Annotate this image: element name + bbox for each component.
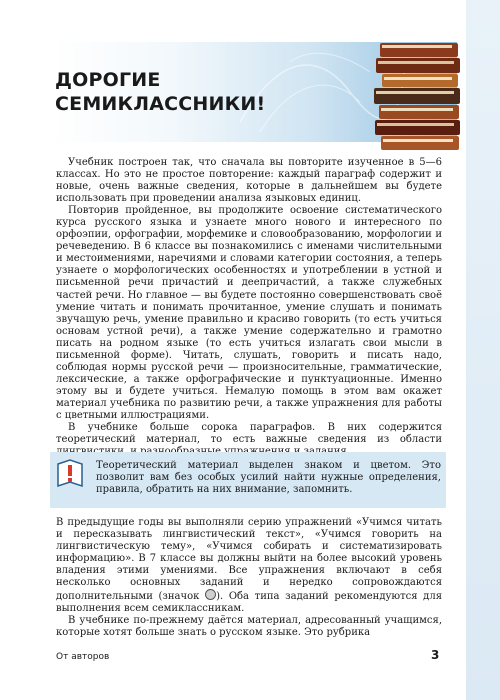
paragraph-4-end: ). Оба типа заданий рекомендуются для выполнения всем семиклассникам. (56, 591, 443, 615)
books-stack-icon (372, 35, 462, 153)
exercises-text (56, 517, 442, 639)
page-number: 3 (431, 648, 440, 662)
paragraph-4 (56, 517, 442, 615)
paragraph-2: Повторив пройденное, вы продолжите освоение систематического курса русского языка и узнаете много нового и интересного по орфоэпии, орфографии, морфемике и словообразованию, морфологии и речеведению. В 6 классе вы познакомились с именами числительными и местоимениями, наречиями и словами категории состояния, а теперь узнаете о морфологических особенностях и употреблении в устной и письменной речи причастий и деепричастий, а также служебных частей речи. Но главное — вы будете постоянно совершенствовать своё умение читать и понимать прочитанное, умение слушать и понимать звучащую речь, умение правильно и красиво говорить (то есть учиться основам устной речи), а также умение содержательно и грамотно писать на родном языке (то есть учиться излагать свои мысли в письменной форме). Читать, слушать, говорить и писать надо, соблюдая нормы русской речи — произносительные, грамматические, лексические, а также орфографические и пунктуационные. Именно этому вы и будете учиться. Немалую помощь в этом вам окажет материал учебника по развитию речи, а также упражнения для работы с цветными иллюстрациями. (56, 205, 442, 421)
footer-section-label: От авторов (56, 652, 110, 662)
title-line-2: СЕМИКЛАССНИКИ! (55, 93, 266, 115)
paragraph-3: В учебнике больше сорока параграфов. В них содержится теоретический материал, то есть важные сведения из области (56, 422, 442, 446)
intro-text (56, 157, 442, 458)
additional-task-icon (205, 589, 216, 600)
notice-text: Теоретический материал выделен знаком и цветом. Это позволит вам без особых усилий найти нужные определения, правила, обратить на них внимание, запомнить. (96, 460, 441, 496)
page-edge-strip (466, 0, 500, 700)
paragraph-1: Учебник построен так, что сначала вы повторите изученное в 5—6 классах. Но это не простое повторение: каждый параграф содержит и новые, очень важные сведения, которые в дальнейшем вы будете использовать при проведении анализа языковых единиц. (56, 157, 442, 205)
paragraph-5: В учебнике по-прежнему даётся материал, адресованный учащимся, которые хотят больше знать о русском языке. Это рубрика (56, 615, 442, 639)
exclamation-book-icon (56, 458, 84, 488)
title-line-1: ДОРОГИЕ (55, 69, 161, 91)
page-title (55, 68, 265, 116)
paragraph-4-start: В предыдущие годы вы выполняли серию упражнений «Учимся читать и пересказывать лингвистический текст», «Учимся говорить на лингвистическую тему», «Учимся собирать и систематизировать информацию». В 7 классе вы должны выйти на более высокий уровень владения этими умениями. Все упражнения включают в себя несколько основных заданий и нередко сопровождаются дополнительными (значок (56, 517, 442, 603)
